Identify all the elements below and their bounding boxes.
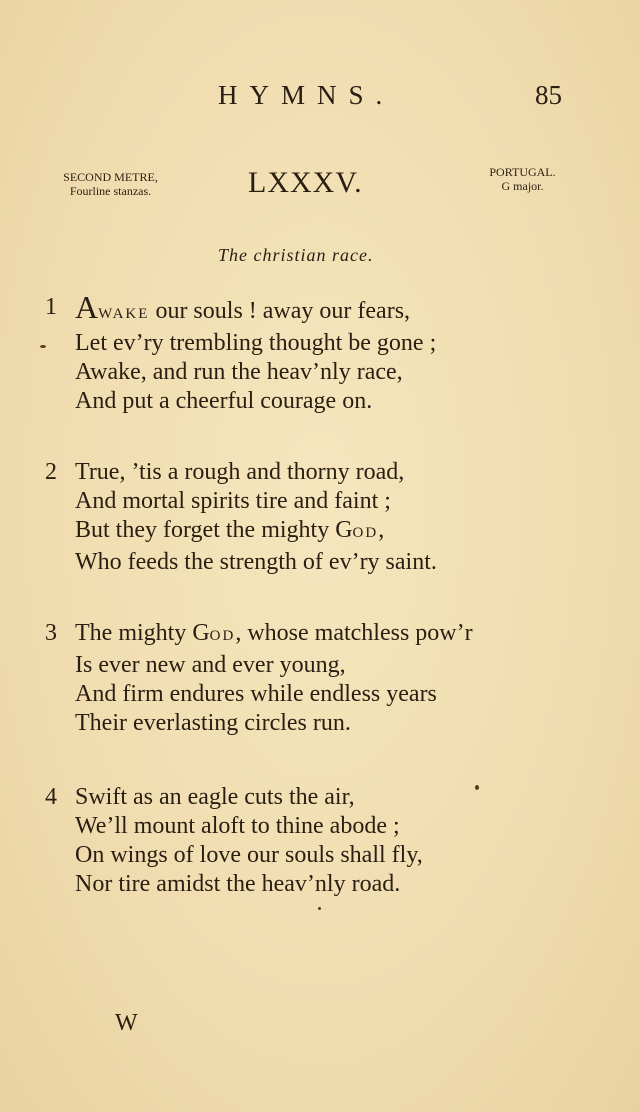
stanza-line: Who feeds the strength of ev’ry saint. — [75, 549, 437, 575]
stanza-1 — [45, 289, 437, 416]
stanza-line: True, ’tis a rough and thorny road, — [75, 459, 405, 485]
stanza-line — [75, 619, 473, 651]
line-text: , — [378, 517, 385, 543]
stanza-2 — [45, 458, 437, 577]
tune-line-1: PORTUGAL. — [489, 165, 556, 179]
stanza-line: On wings of love our souls shall fly, — [75, 842, 423, 868]
stanza-3 — [45, 619, 473, 738]
stanza-line: We’ll mount aloft to thine abode ; — [75, 813, 400, 839]
stanza-line — [75, 289, 436, 329]
metre-label — [48, 170, 173, 198]
metre-line-1: SECOND METRE, — [63, 170, 158, 184]
tune-line-2: G major. — [501, 179, 544, 193]
line-text: But they forget the mighty G — [75, 517, 353, 543]
stanza-line: Awake, and run the heav’nly race, — [75, 359, 403, 385]
small-caps-word: OD — [352, 525, 379, 541]
line-text: The mighty G — [75, 620, 210, 646]
ink-speck — [475, 785, 479, 790]
stanza-line — [75, 516, 437, 548]
line-text: , whose matchless pow’r — [235, 620, 473, 646]
running-head: HYMNS. — [218, 80, 395, 110]
stanza-line: Let ev’ry trembling thought be gone ; — [75, 330, 437, 356]
small-caps-word: WAKE — [98, 306, 150, 322]
stanza-line: Swift as an eagle cuts the air, — [75, 784, 355, 810]
hymn-number: LXXXV. — [248, 166, 363, 199]
stanza-line: Their everlasting circles run. — [75, 710, 351, 736]
signature-mark: W — [115, 1010, 138, 1036]
stanza-line: And put a cheerful courage on. — [75, 388, 373, 414]
hymn-title: The christian race. — [218, 245, 374, 265]
stanza-line: And mortal spirits tire and faint ; — [75, 488, 391, 514]
ink-speck — [318, 907, 321, 910]
stanza-number: 2 — [45, 459, 57, 485]
line-text: our souls ! away our fears, — [149, 298, 411, 324]
stanza-4 — [45, 783, 423, 899]
drop-cap: A — [75, 289, 99, 325]
metre-line-2: Fourline stanzas. — [69, 184, 152, 198]
stanza-line: And firm endures while endless years — [75, 681, 437, 707]
stanza-number: 1 — [45, 294, 57, 320]
stanza-line: Nor tire amidst the heav’nly road. — [75, 871, 401, 897]
small-caps-word: OD — [209, 628, 236, 644]
page-number: 85 — [535, 80, 562, 110]
stanza-number: 4 — [45, 784, 57, 810]
stanza-line: Is ever new and ever young, — [75, 652, 346, 678]
tune-label — [470, 165, 575, 193]
ink-speck — [40, 345, 46, 348]
stanza-number: 3 — [45, 620, 57, 646]
